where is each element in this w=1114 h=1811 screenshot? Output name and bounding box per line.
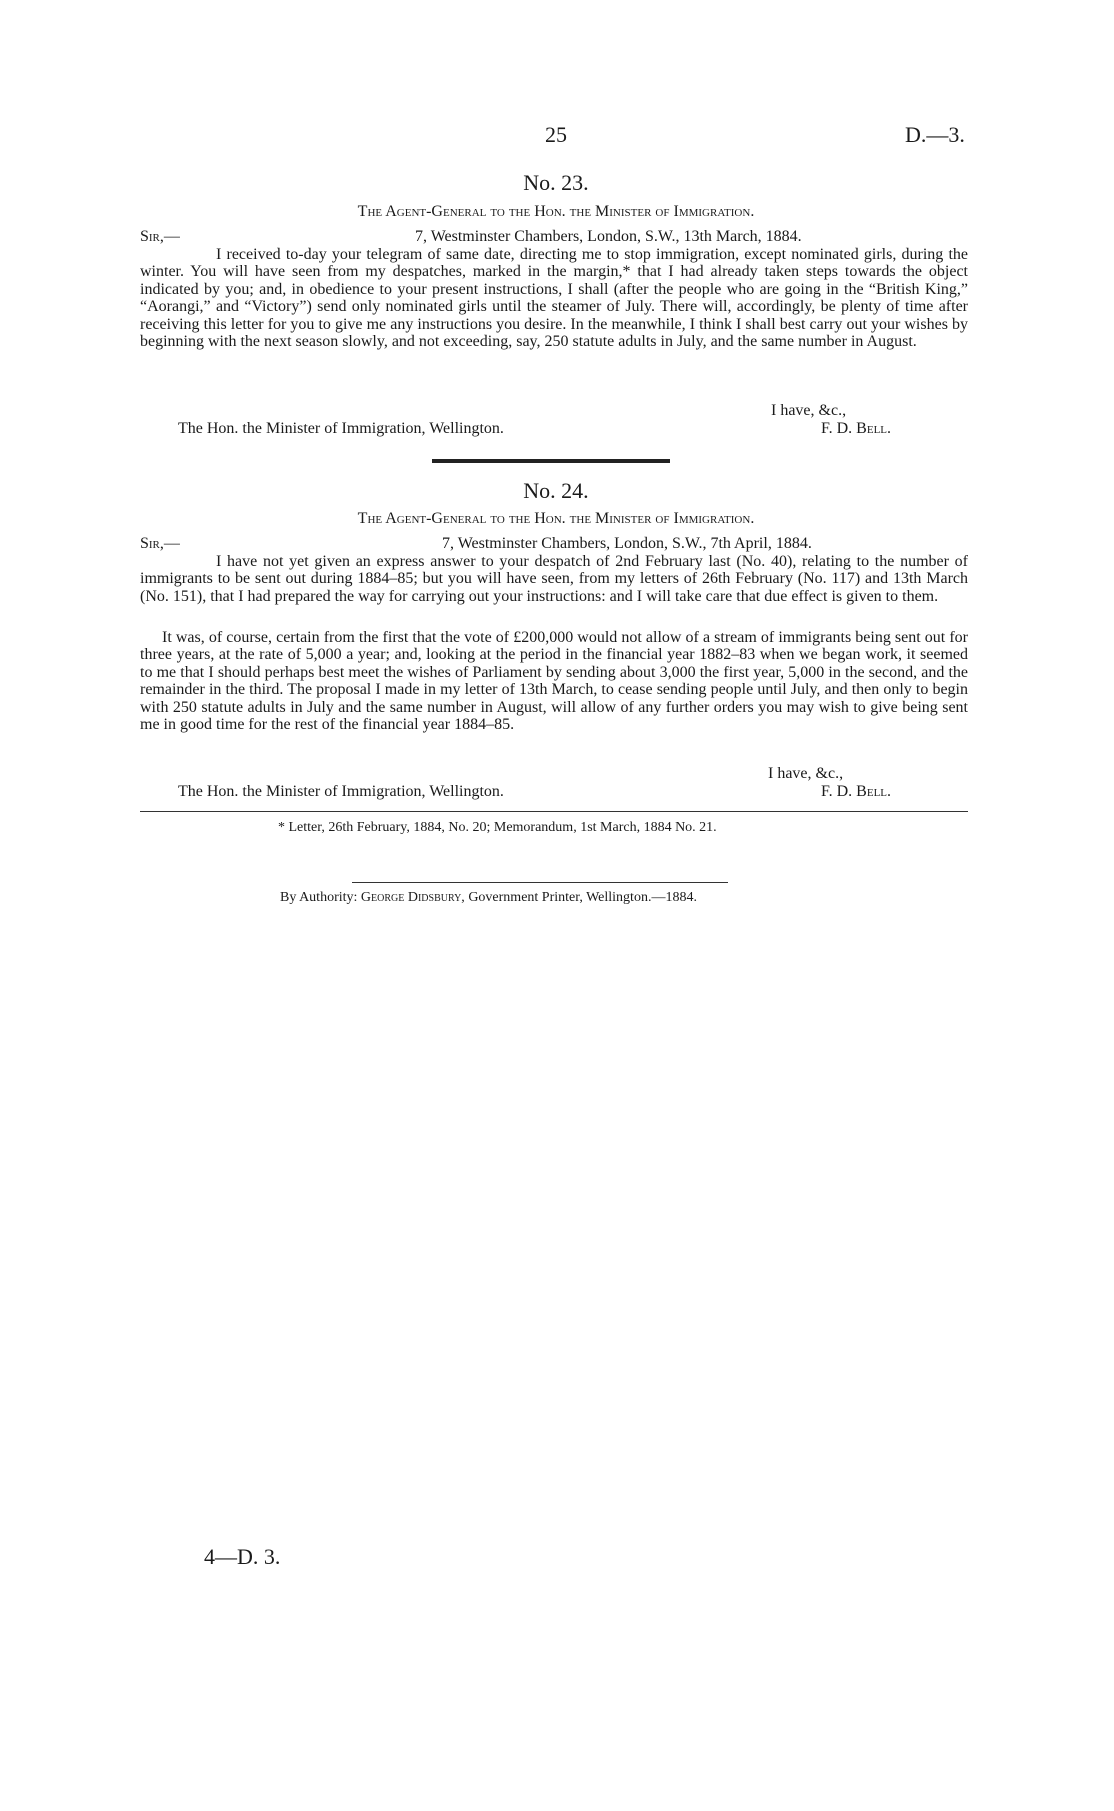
footnote: * Letter, 26th February, 1884, No. 20; Memorandum, 1st March, 1884 No. 21.: [278, 820, 717, 835]
letter-23-body: I received to-day your telegram of same date, directing me to stop immigration, except nominated girls, during the winter. You will have seen from my despatches, marked in the margin,* that I had already taken steps towards the object indicated by you; and, in obedience to your present instructions, I shall (after the people who are going in the “British King,” “Aorangi,” and “Victory”) send only nominated girls until the steamer of July. There will, accordingly, be plenty of time after receiving this letter for you to give me any instructions you desire. In the meanwhile, I think I shall best carry out your wishes by beginning with the next season slowly, and not exceeding, say, 250 statute adults in July, and the same number in August.: [140, 246, 968, 351]
letter-23-addressee: The Hon. the Minister of Immigration, Wellington.: [178, 420, 504, 437]
sheet-reference: 4—D. 3.: [204, 1544, 281, 1569]
letter-23-signature: F. D. Bell.: [821, 420, 892, 437]
page-number: 25: [545, 122, 567, 147]
letter-24-paragraph-1: I have not yet given an express answer to your despatch of 2nd February last (No. 40), relating to the number of immigrants to be sent out during 1884–85; but you will have seen, from my letters of 26th February (No. 117) and 13th March (No. 151), that I had prepared the way for carrying out your instructions: and I will take care that due effect is given to them.: [140, 553, 968, 605]
letter-23-closing: I have, &c.,: [771, 402, 847, 419]
letter-23-salutation: Sir,—: [140, 228, 180, 245]
letter-23-subtitle: The Agent-General to the Hon. the Minister of Immigration.: [357, 203, 755, 220]
letter-24-signature: F. D. Bell.: [821, 783, 892, 800]
imprint: [280, 890, 697, 906]
imprint-prefix: By Authority:: [280, 890, 358, 905]
letter-24-salutation: Sir,—: [140, 535, 180, 552]
footnote-rule: [140, 811, 968, 812]
section-divider: [432, 459, 670, 463]
letter-23-heading: No. 23.: [523, 170, 589, 195]
imprint-rule: [352, 882, 728, 883]
letter-24-address: 7, Westminster Chambers, London, S.W., 7th April, 1884.: [442, 535, 812, 552]
letter-24-subtitle: The Agent-General to the Hon. the Minister of Immigration.: [357, 510, 755, 527]
letter-24-paragraph-2: It was, of course, certain from the first that the vote of £200,000 would not allow of a stream of immigrants being sent out for three years, at the rate of 5,000 a year; and, looking at the period in the financial year 1882–83 when we began work, it seemed to me that I should perhaps best meet the wishes of Parliament by sending about 3,000 the first year, 5,000 in the second, and the remainder in the third. The proposal I made in my letter of 13th March, to cease sending people until July, and then only to begin with 250 statute adults in July and the same number in August, will allow of any further orders you may wish to give being sent me in good time for the rest of the financial year 1884–85.: [140, 629, 968, 734]
letter-24-closing: I have, &c.,: [768, 765, 844, 782]
letter-24-addressee: The Hon. the Minister of Immigration, Wellington.: [178, 783, 504, 800]
document-reference: D.—3.: [905, 122, 965, 147]
imprint-printer: George Didsbury,: [360, 890, 465, 905]
letter-24-heading: No. 24.: [523, 478, 589, 503]
imprint-suffix: Government Printer, Wellington.—1884.: [468, 890, 697, 905]
letter-23-address: 7, Westminster Chambers, London, S.W., 13th March, 1884.: [415, 228, 802, 245]
